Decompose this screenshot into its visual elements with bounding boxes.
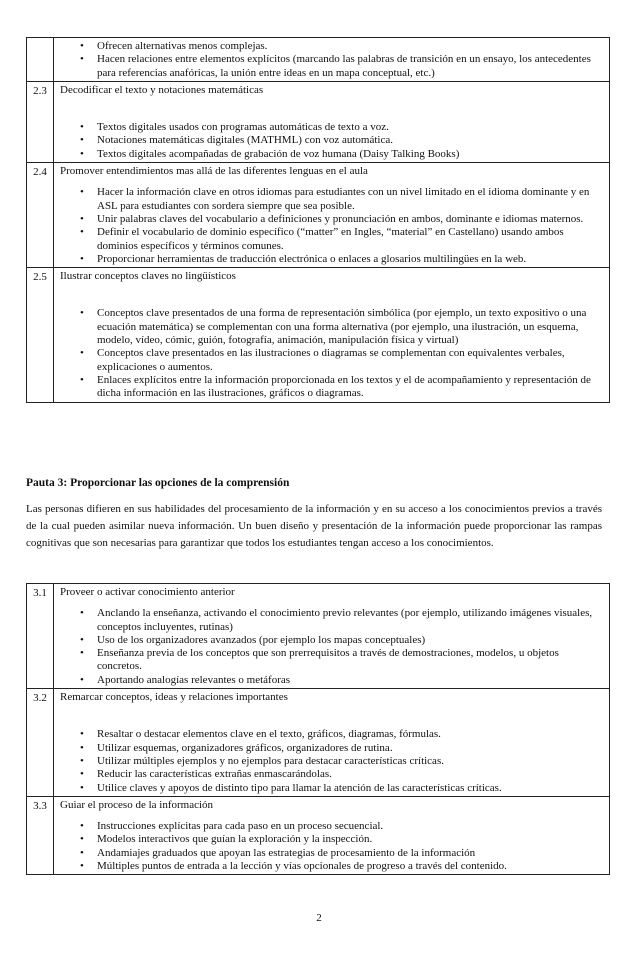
bullet-icon: •	[80, 134, 84, 147]
row-content	[54, 584, 610, 689]
list-item	[60, 833, 603, 846]
row-title: Proveer o activar conocimiento anterior	[60, 586, 235, 598]
list-item	[60, 634, 603, 647]
list-item	[60, 347, 603, 374]
section-paragraph: Las personas difieren en sus habilidades del procesamiento de la información y en su acceso a los conocimientos previos a través de la cual pueden asimilar nueva información. Un buen diseño y presentación de la información puede proporcionar las rampas cognitivas que son necesarias para garantizar que todos los estudiantes tengan acceso a los conocimientos.	[26, 503, 602, 549]
bullet-list	[60, 728, 603, 794]
list-item-text: Utilice claves y apoyos de distinto tipo para llamar la atención de las características críticas.	[97, 781, 502, 794]
list-item	[60, 728, 603, 741]
list-item-text: Unir palabras claves del vocabulario a definiciones y pronunciación en ambos, dominante e idiomas maternos.	[97, 212, 584, 225]
list-item-text: Uso de los organizadores avanzados (por ejemplo los mapas conceptuales)	[97, 633, 426, 646]
bullet-icon: •	[80, 147, 84, 160]
table-row	[27, 796, 610, 874]
list-item-text: Definir el vocabulario de dominio específico (“matter” en Ingles, “material” en Castellano) usando ambos dominios específicos y términos comunes.	[97, 226, 564, 252]
bullet-icon: •	[80, 768, 84, 781]
row-title: Decodificar el texto y notaciones matemáticas	[60, 83, 264, 96]
bullet-icon: •	[80, 607, 84, 620]
list-item	[60, 307, 603, 347]
table-row	[27, 163, 610, 268]
bullet-icon: •	[80, 373, 84, 386]
table-row	[27, 689, 610, 797]
list-item-text: Modelos interactivos que guían la exploración y la inspección.	[97, 833, 373, 846]
list-item-text: Anclando la enseñanza, activando el conocimiento previo relevantes (por ejemplo, utilizando imágenes visuales, conceptos incluyentes, rutinas)	[97, 607, 593, 633]
table-row	[27, 584, 610, 689]
bullet-icon: •	[80, 633, 84, 646]
list-item-text: Reducir las características extrañas enmascarándolas.	[97, 768, 332, 781]
bullet-list	[60, 186, 603, 266]
list-item	[60, 226, 603, 253]
bullet-icon: •	[80, 40, 84, 52]
list-item	[60, 860, 603, 873]
list-item	[60, 121, 603, 134]
row-number: 2.5	[27, 268, 54, 402]
bullet-icon: •	[80, 347, 84, 360]
row-number	[27, 38, 54, 82]
section-heading: Pauta 3: Proporcionar las opciones de la comprensión	[26, 477, 290, 489]
bullet-icon: •	[80, 212, 84, 225]
list-item-text: Textos digitales usados con programas automáticas de texto a voz.	[97, 121, 389, 134]
list-item	[60, 374, 603, 401]
row-number: 2.3	[27, 81, 54, 162]
list-item-text: Textos digitales acompañadas de grabación de voz humana (Daisy Talking Books)	[97, 147, 460, 160]
list-item	[60, 847, 603, 860]
list-item	[60, 186, 603, 213]
list-item-text: Hacer la información clave en otros idiomas para estudiantes con un nivel limitado en el idioma dominante y en ASL para estudiantes con sordera siempre que sea posible.	[97, 186, 590, 212]
page-number: 2	[316, 912, 322, 924]
bullet-icon: •	[80, 728, 84, 741]
bullet-icon: •	[80, 673, 84, 686]
bullet-list	[60, 40, 603, 80]
list-item-text: Instrucciones explícitas para cada paso en un proceso secuencial.	[97, 820, 384, 833]
bullet-icon: •	[80, 741, 84, 754]
table-upper	[26, 37, 610, 403]
list-item	[60, 674, 603, 687]
row-title: Guiar el proceso de la información	[60, 798, 214, 811]
list-item-text: Utilizar múltiples ejemplos y no ejemplos para destacar características críticas.	[97, 754, 444, 767]
bullet-icon: •	[80, 781, 84, 794]
bullet-icon: •	[80, 307, 84, 320]
bullet-list	[60, 307, 603, 400]
list-item	[60, 53, 603, 80]
row-content	[54, 38, 610, 82]
list-item-text: Conceptos clave presentados en las ilustraciones o diagramas se complementan con equivalentes verbales, explicaciones o aumentos.	[97, 347, 565, 373]
bullet-icon: •	[80, 121, 84, 134]
row-title: Remarcar conceptos, ideas y relaciones importantes	[60, 691, 288, 704]
list-item-text: Resaltar o destacar elementos clave en el texto, gráficos, diagramas, fórmulas.	[97, 728, 441, 741]
row-title: Ilustrar conceptos claves no lingüísticos	[60, 270, 236, 283]
list-item-text: Conceptos clave presentados de una forma de representación simbólica (por ejemplo, un texto expositivo o una ecuación matemática) se complementan con una forma alternativa (por ejemplo, una ilustración, un esquema, modelo, vídeo, cómic, guión, fotografía, animación, manipulación física y virtual)	[97, 307, 587, 347]
row-content	[54, 796, 610, 874]
row-number: 3.3	[27, 796, 54, 874]
list-item	[60, 134, 603, 147]
list-item	[60, 213, 603, 226]
bullet-icon: •	[80, 833, 84, 846]
table-lower	[26, 583, 610, 875]
list-item	[60, 253, 603, 266]
list-item-text: Enseñanza previa de los conceptos que son prerrequisitos a través de demostraciones, modelos, u objetos concretos.	[97, 647, 559, 673]
table-upper-body	[27, 38, 610, 403]
row-number: 2.4	[27, 163, 54, 268]
bullet-icon: •	[80, 754, 84, 767]
bullet-icon: •	[80, 846, 84, 859]
list-item-text: Utilizar esquemas, organizadores gráficos, organizadores de rutina.	[97, 741, 393, 754]
list-item	[60, 820, 603, 833]
bullet-icon: •	[80, 226, 84, 239]
list-item	[60, 755, 603, 768]
table-lower-body	[27, 584, 610, 875]
table-row	[27, 81, 610, 162]
row-content	[54, 689, 610, 797]
row-content	[54, 163, 610, 268]
list-item-text: Enlaces explícitos entre la información proporcionada en los textos y el de acompañamiento y representación de dicha información en las ilustraciones, gráficos o diagramas.	[97, 373, 591, 400]
list-item	[60, 40, 603, 53]
table-row	[27, 268, 610, 402]
list-item-text: Múltiples puntos de entrada a la lección y vías opcionales de progreso a través del contenido.	[97, 860, 507, 873]
bullet-icon: •	[80, 252, 84, 265]
row-content	[54, 81, 610, 162]
bullet-icon: •	[80, 820, 84, 833]
list-item	[60, 647, 603, 674]
list-item	[60, 607, 603, 634]
list-item-text: Hacen relaciones entre elementos explícitos (marcando las palabras de transición en un ensayo, los antecedentes para referencias anafóricas, la unión entre ideas en un mapa conceptual, etc.)	[97, 53, 591, 79]
list-item-text: Andamiajes graduados que apoyan las estrategias de procesamiento de la información	[97, 846, 476, 859]
bullet-list	[60, 820, 603, 873]
bullet-icon: •	[80, 53, 84, 66]
row-title: Promover entendimientos mas allá de las diferentes lenguas en el aula	[60, 165, 368, 178]
list-item	[60, 742, 603, 755]
bullet-icon: •	[80, 186, 84, 199]
list-item-text: Aportando analogías relevantes o metáforas	[97, 673, 291, 686]
list-item	[60, 782, 603, 795]
row-number: 3.1	[27, 584, 54, 689]
bullet-icon: •	[80, 860, 84, 873]
bullet-list	[60, 121, 603, 161]
list-item-text: Ofrecen alternativas menos complejas.	[97, 40, 268, 52]
list-item-text: Notaciones matemáticas digitales (MATHML) con voz automática.	[97, 134, 393, 147]
bullet-list	[60, 607, 603, 687]
list-item	[60, 148, 603, 161]
row-number: 3.2	[27, 689, 54, 797]
list-item-text: Proporcionar herramientas de traducción electrónica o enlaces a glosarios multilingües en la web.	[97, 252, 527, 265]
list-item	[60, 768, 603, 781]
row-content	[54, 268, 610, 402]
bullet-icon: •	[80, 647, 84, 660]
table-row	[27, 38, 610, 82]
